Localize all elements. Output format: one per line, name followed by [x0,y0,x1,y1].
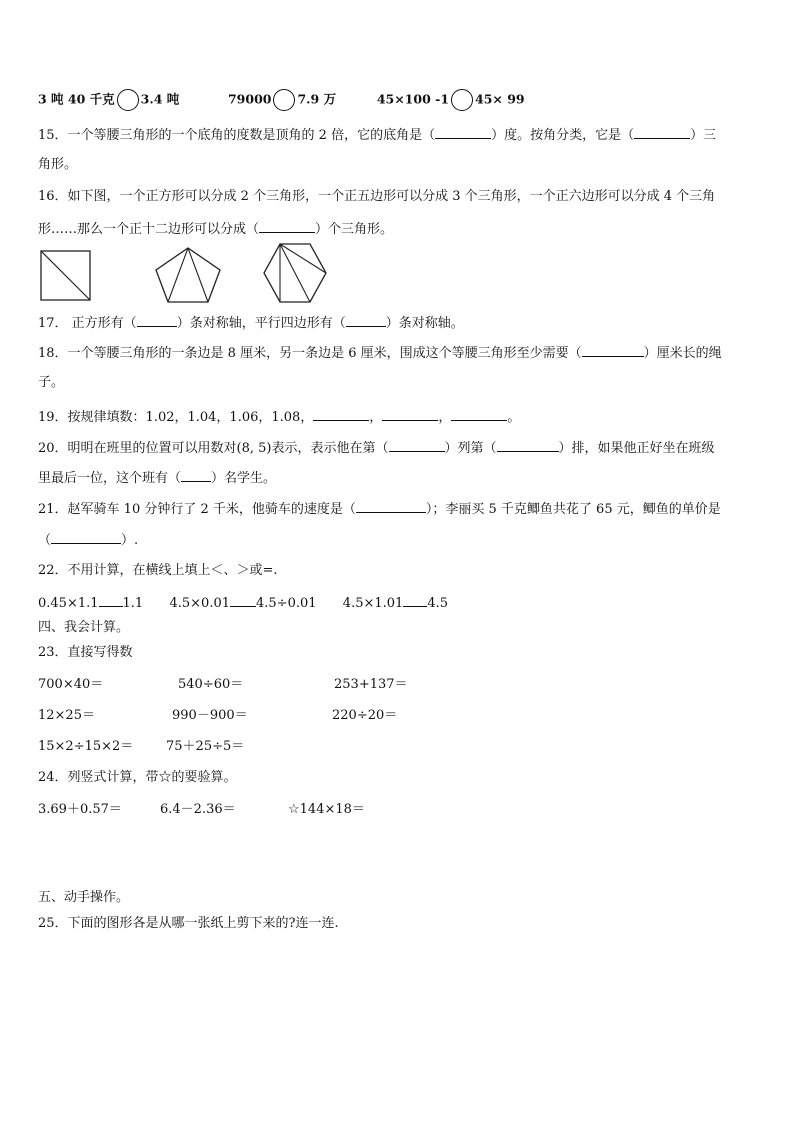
section-4-heading [38,620,129,636]
question-19 [38,408,520,426]
q20-text: 20．明明在班里的位置可以用数对(8, 5)表示，表示他在第（ [38,441,389,456]
calc-item: 253+137＝ [334,677,408,692]
q21-text: ）；李丽买 5 千克鲫鱼共花了 65 元，鲫鱼的单价是 [425,502,721,517]
q18-text: ）厘米长的绳 [643,346,722,361]
q19-end: 。 [507,410,521,425]
q20-text: ）列第（ [444,441,497,456]
compare-circle[interactable] [451,89,473,111]
row14-a-left: 3 吨 40 千克 [38,91,115,107]
calc-item: 990－900＝ [172,708,248,723]
q18-text: 18．一个等腰三角形的一条边是 8 厘米，另一条边是 6 厘米，围成这个等腰三角形至少需要（ [38,346,582,361]
square-divided-figure [38,248,94,302]
q16-text: 16．如下图，一个正方形可以分成 2 个三角形，一个正五边形可以分成 3 个三角形，一个正六边形可以分成 4 个三角 [38,189,716,204]
q17-text: ）条对称轴。 [385,316,464,331]
section-title: 四、我会计算。 [38,620,130,635]
compare-circle[interactable] [117,89,139,111]
answer-blank[interactable] [259,220,315,233]
q19-sep: ， [369,410,383,425]
q24-title: 24．列竖式计算，带☆的要验算。 [38,770,237,785]
q16-text: ）个三角形。 [315,222,394,237]
q16-text: 形……那么一个正十二边形可以分成（ [38,222,260,237]
answer-blank[interactable] [634,126,690,139]
question-23-title [38,645,133,661]
section-title: 五、动手操作。 [38,890,130,905]
question-24-title [38,770,237,786]
q17-text: 17． 正方形有（ [38,316,137,331]
pentagon-divided-figure [150,244,226,306]
q20-text: 里最后一位，这个班有（ [38,471,182,486]
section-5-heading [38,890,129,906]
calc-item: 700×40＝ [38,677,104,692]
q21-text: 21．赵军骑车 10 分钟行了 2 千米，他骑车的速度是（ [38,502,356,517]
q22-c-left: 4.5×1.01 [342,596,404,611]
answer-blank[interactable] [497,439,559,452]
answer-blank[interactable] [51,531,121,544]
answer-blank[interactable] [451,408,507,421]
q15-text: 15．一个等腰三角形的一个底角的度数是顶角的 2 倍，它的底角是（ [38,128,436,143]
calc-item: ☆144×18＝ [288,802,365,817]
q22-a-left: 0.45×1.1 [38,596,99,611]
question-22-title [38,563,278,579]
row14-c-left: 45×100 -1 [376,91,450,107]
calc-item: 15×2÷15×2＝ [38,739,134,754]
answer-blank[interactable] [230,594,256,607]
calc-item: 540÷60＝ [178,677,244,692]
q22-c-right: 4.5 [427,596,448,611]
question-18 [38,344,722,362]
q21-text: ）. [121,533,139,548]
answer-blank[interactable] [389,439,445,452]
compare-circle[interactable] [273,89,295,111]
q17-text: ）条对称轴，平行四边形有（ [176,316,346,331]
q22-title: 22．不用计算，在横线上填上＜、＞或=. [38,563,278,578]
q19-sep: ， [438,410,452,425]
question-18-cont [38,375,64,391]
question-21-cont [38,531,138,549]
question-22-items [38,594,448,612]
row14-c-right: 45× 99 [475,91,525,107]
question-15 [38,126,716,144]
q15-text: 角形。 [38,157,78,172]
question-20 [38,439,715,457]
q25-title: 25．下面的图形各是从哪一张纸上剪下来的?连一连. [38,916,339,931]
calc-item: 6.4－2.36＝ [160,802,236,817]
answer-blank[interactable] [403,594,427,607]
q22-b-left: 4.5×0.01 [169,596,230,611]
row14-a-right: 3.4 吨 [140,91,180,107]
question-15-cont [38,157,77,173]
q21-text: （ [38,533,52,548]
q22-b-right: 4.5÷0.01 [256,596,317,611]
q18-text: 子。 [38,375,65,390]
question-17 [38,314,464,332]
answer-blank[interactable] [435,126,491,139]
row14-b-left: 79000 [227,91,272,107]
q22-a-right: 1.1 [122,596,144,611]
q23-title: 23．直接写得数 [38,645,133,660]
answer-blank[interactable] [99,594,123,607]
calc-item: 12×25＝ [38,708,95,723]
calc-item: 220÷20＝ [332,708,398,723]
answer-blank[interactable] [181,469,211,482]
question-16-cont [38,220,393,238]
calc-item: 75＋25÷5＝ [166,739,245,754]
hexagon-divided-figure [260,240,330,306]
answer-blank[interactable] [382,408,438,421]
q20-text: ）名学生。 [211,471,277,486]
answer-blank[interactable] [313,408,369,421]
question-21 [38,500,721,518]
row14-b-right: 7.9 万 [297,91,337,107]
answer-blank[interactable] [346,314,386,327]
q20-text: ）排，如果他正好坐在班级 [558,441,715,456]
q19-text: 19．按规律填数：1.02，1.04，1.06，1.08， [38,410,314,425]
answer-blank[interactable] [137,314,177,327]
question-20-cont [38,469,276,487]
question-16 [38,189,715,205]
calc-item: 3.69＋0.57＝ [38,802,122,817]
answer-blank[interactable] [582,344,644,357]
question-25 [38,916,339,932]
q15-text: ）度。按角分类，它是（ [491,128,635,143]
row14-comparisons [38,89,525,111]
answer-blank[interactable] [356,500,426,513]
q15-text: ）三 [690,128,717,143]
